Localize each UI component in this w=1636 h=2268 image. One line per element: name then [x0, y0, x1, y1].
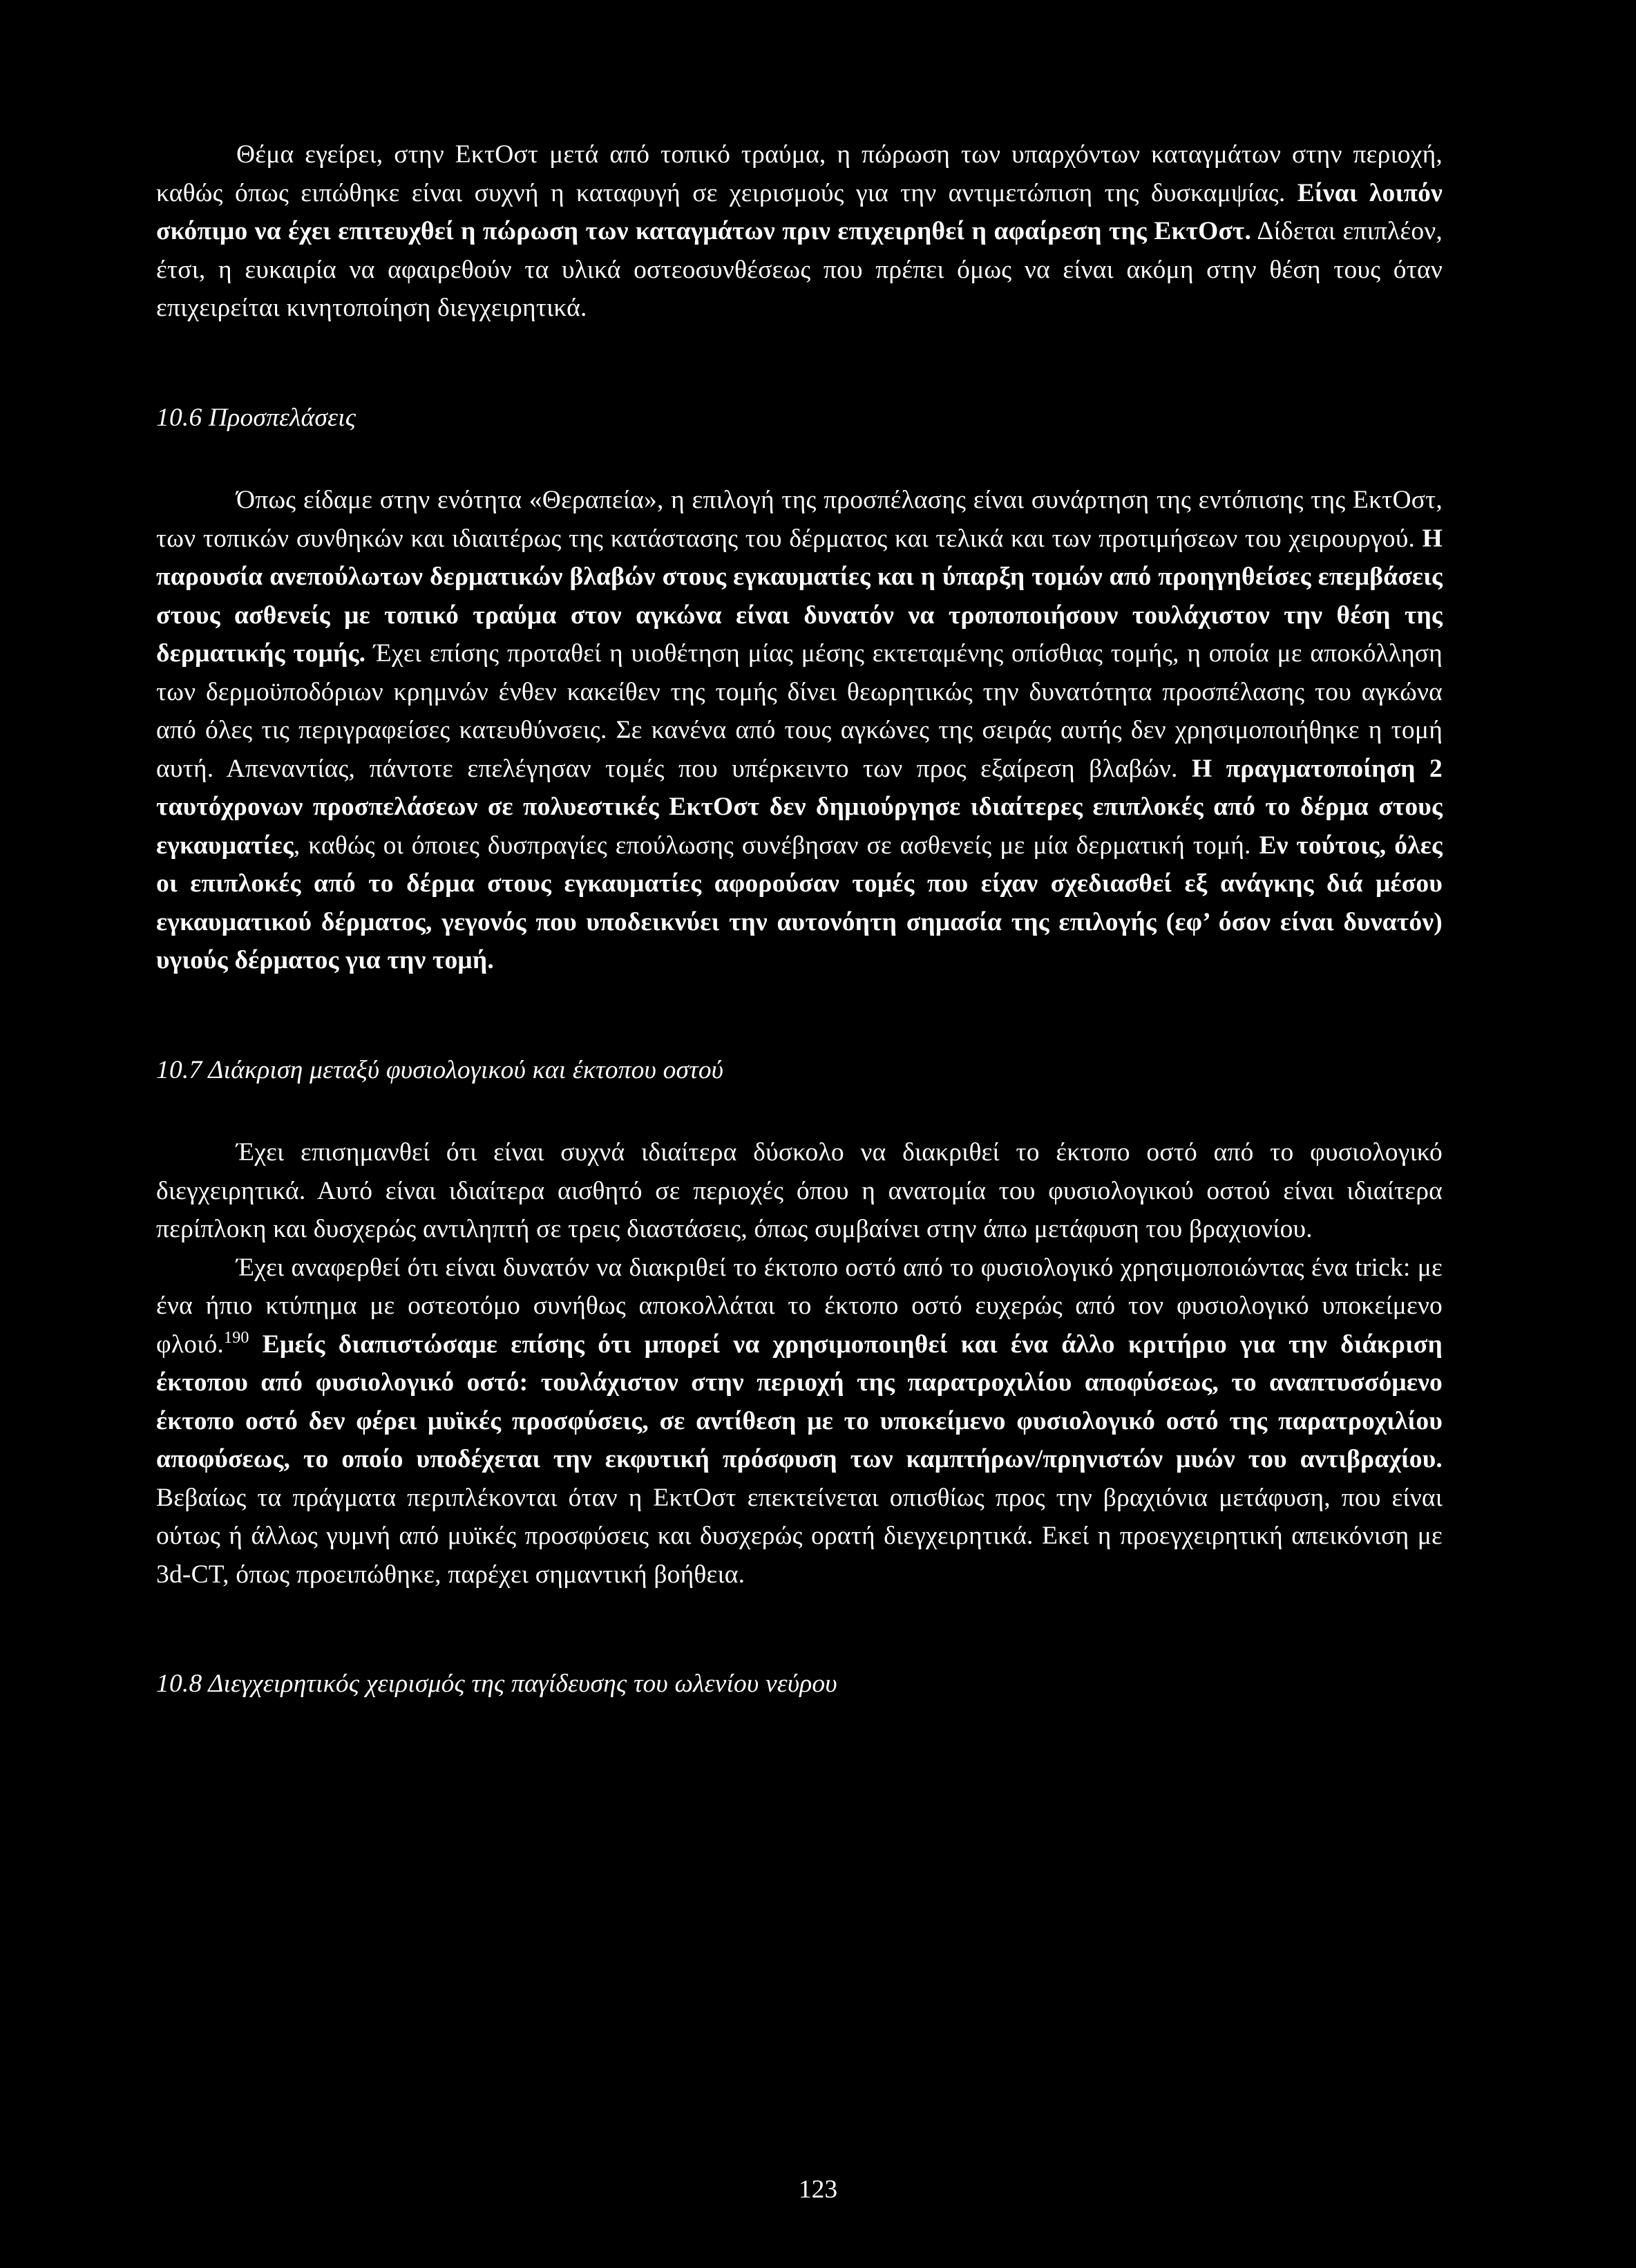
- document-page: [156, 135, 1443, 1703]
- approaches-text-b: Έχει επίσης προταθεί η υιοθέτηση μίας μέσης εκτεταμένης οπίσθιας τομής, η οποία με αποκόλληση των δερμοϋποδόριων κρημνών ένθεν κακείθεν της τομής δίνει θεωρητικώς την δυνατότητα προσπέλασης του αγκώνα από όλες τις περιγραφείσες κατευθύνσεις. Σε κανένα από τους αγκώνες της σειράς αυτής δεν χρησιμοποιήθηκε η τομή αυτή. Απεναντίας, πάντοτε επελέγησαν τομές που υπέρκειντο των προς εξαίρεση βλαβών.: [156, 639, 1443, 783]
- section-heading-10-6: 10.6 Προσπελάσεις: [156, 403, 356, 432]
- distinction-text-b: Βεβαίως τα πράγματα περιπλέκονται όταν η ΕκτΟστ επεκτείνεται οπισθίως προς την βραχιόνια μετάφυση, που είναι ούτως ή άλλως γυμνή από μυϊκές προσφύσεις και δυσχερώς ορατή διεγχειρητικά. Εκεί η προεγχειρητική απεικόνιση με 3d-CT, όπως προειπώθηκε, παρέχει σημαντική βοήθεια.: [156, 1483, 1443, 1589]
- page-number: 123: [798, 2175, 838, 2204]
- approaches-bold-a: Η παρουσία ανεπούλωτων δερματικών βλαβών στους εγκαυματίες και η ύπαρξη τομών από προηγηθείσες επεμβάσεις στους ασθενείς με τοπικό τραύμα στον αγκώνα είναι δυνατόν να τροποποιήσουν τουλάχιστον την θέση της δερματικής τομής.: [156, 524, 1443, 668]
- approaches-text-c: , καθώς οι όποιες δυσπραγίες επούλωσης συνέβησαν σε ασθενείς με μία δερματική τομή.: [293, 831, 1259, 860]
- section-heading-10-7: 10.7 Διάκριση μεταξύ φυσιολογικού και έκτοπου οστού: [156, 1055, 724, 1084]
- section-heading-10-8: 10.8 Διεγχειρητικός χειρισμός της παγίδευσης του ωλενίου νεύρου: [156, 1670, 837, 1698]
- approaches-bold-b: Η πραγματοποίηση 2 ταυτόχρονων προσπελάσεων σε πολυεστικές ΕκτΟστ δεν δημιούργησε ιδιαίτερες επιπλοκές από το δέρμα στους εγκαυματίες: [156, 754, 1443, 860]
- distinction-bold: Εμείς διαπιστώσαμε επίσης ότι μπορεί να χρησιμοποιηθεί και ένα άλλο κριτήριο για την διάκριση έκτοπου από φυσιολογικό οστό: τουλάχιστον στην περιοχή της παρατροχιλίου αποφύσεως, το αναπτυσσόμενο έκτοπο οστό δεν φέρει μυϊκές προσφύσεις, σε αντίθεση με το υποκείμενο φυσιολογικό οστό της παρατροχιλίου αποφύσεως, το οποίο υποδέχεται την εκφυτική πρόσφυση των καμπτήρων/πρηνιστών μυών του αντιβραχίου.: [156, 1330, 1443, 1473]
- paragraph-distinction-1: Έχει επισημανθεί ότι είναι συχνά ιδιαίτερα δύσκολο να διακριθεί το έκτοπο οστό από το φυσιολογικό διεγχειρητικά. Αυτό είναι ιδιαίτερα αισθητό σε περιοχές όπου η ανατομία του φυσιολογικού οστού είναι ιδιαίτερα περίπλοκη και δυσχερώς αντιληπτή σε τρεις διαστάσεις, όπως συμβαίνει στην άπω μετάφυση του βραχιονίου.: [156, 1138, 1443, 1243]
- approaches-text-a: Όπως είδαμε στην ενότητα «Θεραπεία», η επιλογή της προσπέλασης είναι συνάρτηση της εντόπισης της ΕκτΟστ, των τοπικών συνθηκών και ιδιαιτέρως της κατάστασης του δέρματος και τελικά και των προτιμήσεων του χειρουργού.: [156, 486, 1443, 553]
- paragraph-approaches: [156, 481, 1443, 980]
- paragraph-intro-text-b: Δίδεται επιπλέον, έτσι, η ευκαιρία να αφαιρεθούν τα υλικά οστεοσυνθέσεως που πρέπει όμως να είναι ακόμη στην θέση τους όταν επιχειρείται κινητοποίηση διεγχειρητικά.: [156, 217, 1443, 322]
- reference-190: 190: [224, 1328, 249, 1347]
- approaches-bold-c: Εν τούτοις, όλες οι επιπλοκές από το δέρμα στους εγκαυματίες αφορούσαν τομές που είχαν σχεδιασθεί εξ ανάγκης διά μέσου εγκαυματικού δέρματος, γεγονός που υποδεικνύει την αυτονόητη σημασία της επιλογής (εφ’ όσον είναι δυνατόν) υγιούς δέρματος για την τομή.: [156, 831, 1443, 974]
- paragraph-intro-text-a: Θέμα εγείρει, στην ΕκτΟστ μετά από τοπικό τραύμα, η πώρωση των υπαρχόντων καταγμάτων στην περιοχή, καθώς όπως ειπώθηκε είναι συχνή η καταφυγή σε χειρισμούς για την αντιμετώπιση της δυσκαμψίας.: [156, 140, 1443, 207]
- paragraph-distinction-2: [156, 1249, 1443, 1594]
- paragraph-intro: [156, 135, 1443, 328]
- paragraph-intro-bold-a: Είναι λοιπόν σκόπιμο να έχει επιτευχθεί η πώρωση των καταγμάτων πριν επιχειρηθεί η αφαίρεση της ΕκτΟστ.: [156, 178, 1443, 245]
- distinction-text-a: Έχει αναφερθεί ότι είναι δυνατόν να διακριθεί το έκτοπο οστό από το φυσιολογικό χρησιμοποιώντας ένα trick: με ένα ήπιο κτύπημα με οστεοτόμο συνήθως αποκολλάται το έκτοπο οστό ευχερώς από τον φυσιολογικό υποκείμενο φλοιό.: [156, 1253, 1443, 1359]
